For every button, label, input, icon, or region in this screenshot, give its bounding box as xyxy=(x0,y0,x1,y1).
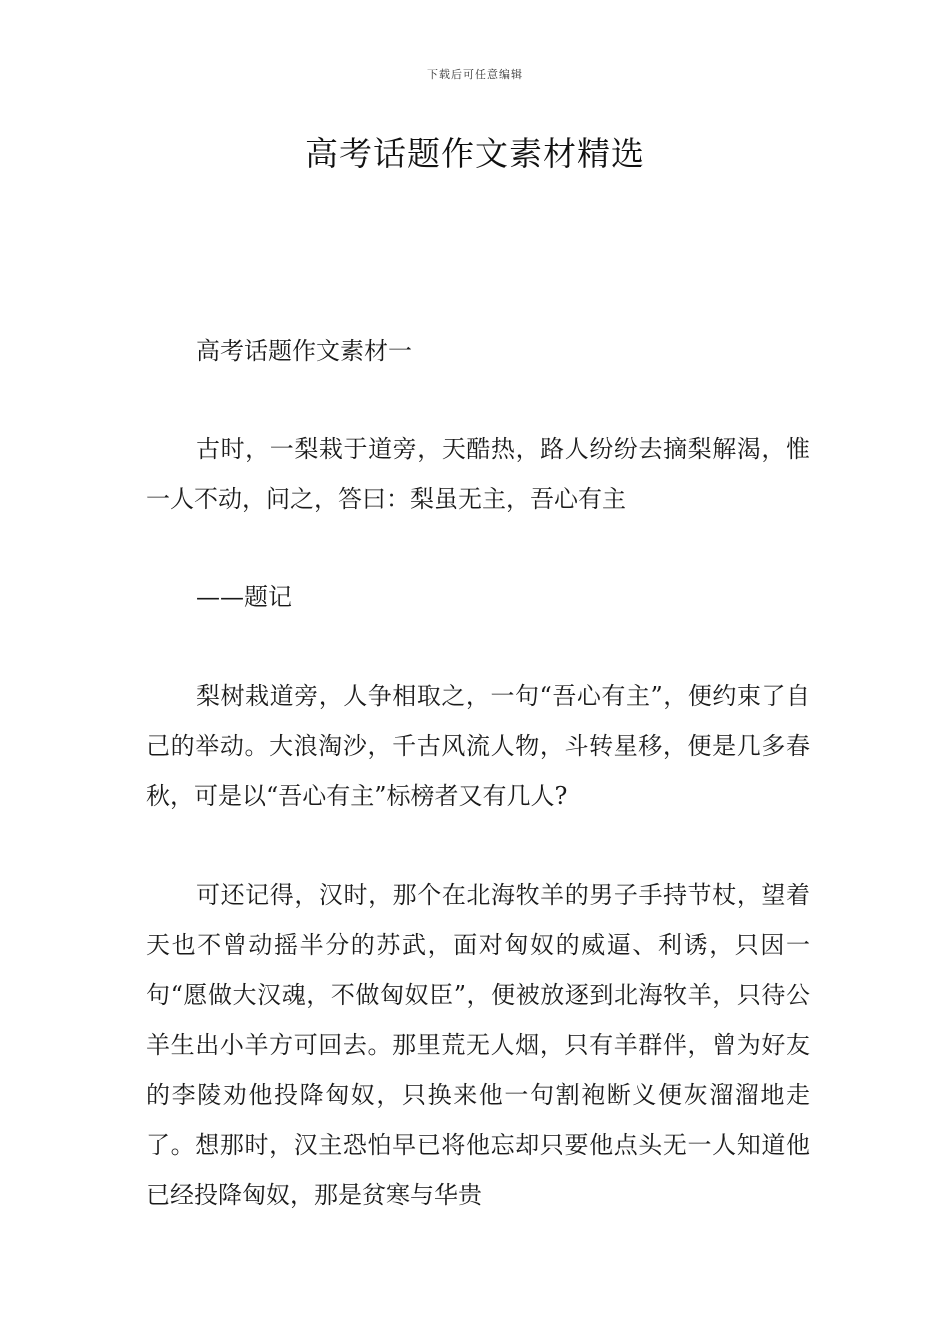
page-header-note: 下载后可任意编辑 xyxy=(427,68,523,81)
paragraph-epigraph-attribution xyxy=(146,572,810,622)
paragraph-body-2 xyxy=(146,870,810,1220)
paragraph-text: 梨树栽道旁，人争相取之，一句“吾心有主”，便约束了自己的举动。大浪淘沙，千古风流人物，斗转星移，便是几多春秋，可是以“吾心有主”标榜者又有几人? xyxy=(146,682,810,810)
paragraph-epigraph xyxy=(146,424,810,524)
paragraph-text: ——题记 xyxy=(196,583,292,611)
section-heading: 高考话题作文素材一 xyxy=(196,337,412,365)
document-title: 高考话题作文素材精选 xyxy=(305,134,645,173)
paragraph-text: 可还记得，汉时，那个在北海牧羊的男子手持节杖，望着天也不曾动摇半分的苏武，面对匈奴的威逼、利诱，只因一句“愿做大汉魂，不做匈奴臣”，便被放逐到北海牧羊，只待公羊生出小羊方可回去。那里荒无人烟，只有羊群伴，曾为好友的李陵劝他投降匈奴，只换来他一句割袍断义便灰溜溜地走了。想那时，汉主恐怕早已将他忘却只要他点头无一人知道他已经投降匈奴，那是贫寒与华贵 xyxy=(146,881,810,1209)
paragraph-text: 古时，一梨栽于道旁，天酷热，路人纷纷去摘梨解渴，惟一人不动，问之，答曰：梨虽无主，吾心有主 xyxy=(146,435,810,513)
paragraph-body-1 xyxy=(146,671,810,821)
